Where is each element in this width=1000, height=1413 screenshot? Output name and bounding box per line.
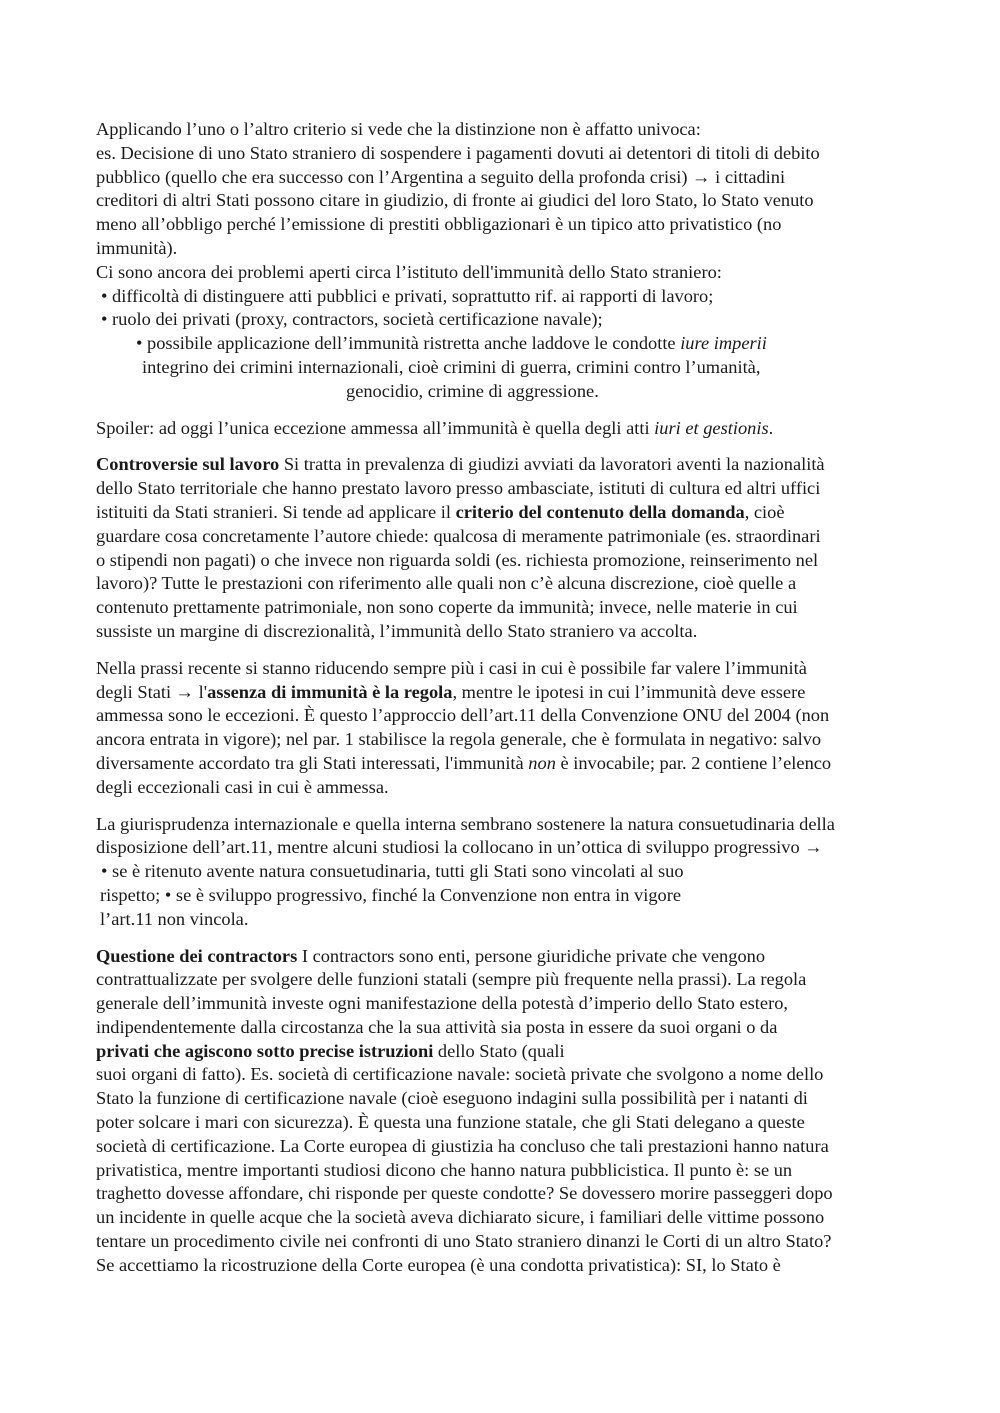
- text-line: rispetto; • se è sviluppo progressivo, finché la Convenzione non entra in vigore: [100, 884, 682, 905]
- text-span: I contractors sono enti, persone giuridiche private che vengono: [297, 945, 766, 966]
- text-span: diversamente accordato tra gli Stati interessati, l'immunità: [96, 752, 529, 773]
- text-line: Nella prassi recente si stanno riducendo sempre più i casi in cui è possibile far valere l’immunità: [96, 657, 807, 678]
- text-line: [96, 681, 911, 705]
- text-line: generale dell’immunità investe ogni manifestazione della potestà d’imperio dello Stato estero,: [96, 993, 788, 1014]
- section-heading: Controversie sul lavoro: [96, 454, 280, 475]
- text-line: integrino dei crimini internazionali, cioè crimini di guerra, crimini contro l’umanità,: [142, 356, 761, 377]
- text-span: • possibile applicazione dell’immunità ristretta anche laddove le condotte: [136, 333, 681, 354]
- text-line: privatistica, mentre importanti studiosi dicono che hanno natura pubblicistica. Il punto è: se un: [96, 1159, 793, 1180]
- text-line: contrattualizzate per svolgere delle funzioni statali (sempre più frequente nella prassi). La regola: [96, 969, 807, 990]
- bullet-item: • difficoltà di distinguere atti pubblici e privati, soprattutto rif. ai rapporti di lavoro;: [101, 285, 714, 306]
- text-line: degli eccezionali casi in cui è ammessa.: [96, 776, 389, 797]
- paragraph-gap: [96, 644, 911, 657]
- text-line: suoi organi di fatto). Es. società di certificazione navale: società private che svolgono a nome dello: [96, 1064, 824, 1085]
- text-line: un incidente in quelle acque che la società aveva dichiarato sicure, i familiari delle vittime possono: [96, 1207, 825, 1228]
- text-line: lavoro)? Tutte le prestazioni con riferimento alle quali non c’è alcuna discrezione, cioè quelle a: [96, 573, 797, 594]
- text-span: istituiti da Stati stranieri. Si tende ad applicare il: [96, 501, 456, 522]
- text-line: es. Decisione di uno Stato straniero di sospendere i pagamenti dovuti ai detentori di titoli di debito: [96, 142, 820, 163]
- text-line: [96, 417, 911, 441]
- italic-term: iure imperii: [680, 333, 767, 354]
- text-line: Applicando l’uno o l’altro criterio si vede che la distinzione non è affatto univoca:: [96, 119, 701, 139]
- text-span: Si tratta in prevalenza di giudizi avviati da lavoratori aventi la nazionalità: [279, 454, 825, 475]
- paragraph-gap: [96, 932, 911, 945]
- text-line: dello Stato territoriale che hanno prestato lavoro presso ambasciate, istituti di cultura ed altri uffici: [96, 478, 821, 499]
- text-line: società di certificazione. La Corte europea di giustizia ha concluso che tali prestazioni hanno natura: [96, 1135, 829, 1156]
- text-line: Ci sono ancora dei problemi aperti circa l’istituto dell'immunità dello Stato straniero:: [96, 261, 722, 282]
- text-line: poter solcare i mari con sicurezza). È questa una funzione statale, che gli Stati delegano a queste: [96, 1112, 805, 1133]
- text-line: ammessa sono le eccezioni. È questo l’approccio dell’art.11 della Convenzione ONU del 2004 (non: [96, 705, 830, 726]
- text-line: genocidio, crimine di aggressione.: [346, 380, 599, 401]
- text-span: , mentre le ipotesi in cui l’immunità deve essere: [452, 681, 806, 702]
- bold-term: criterio del contenuto della domanda: [455, 501, 745, 522]
- text-line: tentare un procedimento civile nei confronti di uno Stato straniero dinanzi le Corti di un altro Stato?: [96, 1231, 832, 1252]
- paragraph-gap: [96, 404, 911, 417]
- paragraph-contractors: [96, 945, 911, 1278]
- text-line: [96, 453, 911, 477]
- text-line: o stipendi non pagati) o che invece non riguarda soldi (es. richiesta promozione, reinserimento nel: [96, 549, 819, 570]
- bullet-item: • ruolo dei privati (proxy, contractors, società certificazione navale);: [101, 309, 603, 330]
- paragraph-recent-practice: [96, 657, 911, 800]
- text-line: La giurisprudenza internazionale e quella interna sembrano sostenere la natura consuetudinaria della: [96, 813, 835, 834]
- paragraph-criteria: [96, 118, 911, 404]
- text-span: è invocabile; par. 2 contiene l’elenco: [555, 752, 832, 773]
- text-line: ancora entrata in vigore); nel par. 1 stabilisce la regola generale, che è formulata in negativo: salvo: [96, 729, 822, 750]
- paragraph-labour-disputes: [96, 453, 911, 643]
- text-line: indipendentemente dalla circostanza che la sua attività sia posta in essere da suoi organi o da: [96, 1016, 778, 1037]
- paragraph-jurisprudence: [96, 813, 911, 932]
- text-line: pubblico (quello che era successo con l’Argentina a seguito della profonda crisi) → i cittadini: [96, 166, 786, 187]
- text-span: , cioè: [744, 501, 785, 522]
- document-page: [96, 118, 911, 1278]
- paragraph-gap: [96, 800, 911, 813]
- text-line: [96, 1040, 911, 1064]
- section-heading: Questione dei contractors: [96, 945, 298, 966]
- text-line: meno all’obbligo perché l’emissione di prestiti obbligazionari è un tipico atto privatistico (no: [96, 214, 782, 235]
- text-line: [96, 752, 911, 776]
- text-span: Spoiler: ad oggi l’unica eccezione ammessa all’immunità è quella degli atti: [96, 417, 655, 438]
- text-line: sussiste un margine di discrezionalità, l’immunità dello Stato straniero va accolta.: [96, 620, 698, 641]
- text-line: immunità).: [96, 237, 178, 258]
- text-span: .: [768, 417, 774, 438]
- text-line: contenuto prettamente patrimoniale, non sono coperte da immunità; invece, nelle materie in cui: [96, 597, 798, 618]
- text-line: traghetto dovesse affondare, chi risponde per queste condotte? Se dovessero morire passeggeri dopo: [96, 1183, 833, 1204]
- text-line: [96, 501, 911, 525]
- text-line: l’art.11 non vincola.: [100, 908, 249, 929]
- paragraph-gap: [96, 440, 911, 453]
- italic-term: non: [528, 752, 556, 773]
- text-line: Se accettiamo la ricostruzione della Corte europea (è una condotta privatistica): SI, lo Stato è: [96, 1254, 781, 1275]
- text-line: [96, 945, 911, 969]
- bold-term: privati che agiscono sotto precise istruzioni: [96, 1040, 434, 1061]
- text-line: Stato la funzione di certificazione navale (cioè eseguono indagini sulla possibilità per i natanti di: [96, 1088, 808, 1109]
- bullet-item: • se è ritenuto avente natura consuetudinaria, tutti gli Stati sono vincolati al suo: [101, 861, 684, 882]
- text-span: degli Stati → l': [96, 681, 208, 702]
- bullet-item: [96, 332, 911, 356]
- text-span: dello Stato (quali: [433, 1040, 565, 1061]
- italic-term: iuri et gestionis: [654, 417, 769, 438]
- text-line: disposizione dell’art.11, mentre alcuni studiosi la collocano in un’ottica di sviluppo progressivo →: [96, 837, 823, 858]
- text-line: guardare cosa concretamente l’autore chiede: qualcosa di meramente patrimoniale (es. straordinari: [96, 525, 821, 546]
- bold-term: assenza di immunità è la regola: [207, 681, 453, 702]
- paragraph-spoiler: [96, 417, 911, 441]
- text-line: creditori di altri Stati possono citare in giudizio, di fronte ai giudici del loro Stato, lo Stato venuto: [96, 190, 814, 211]
